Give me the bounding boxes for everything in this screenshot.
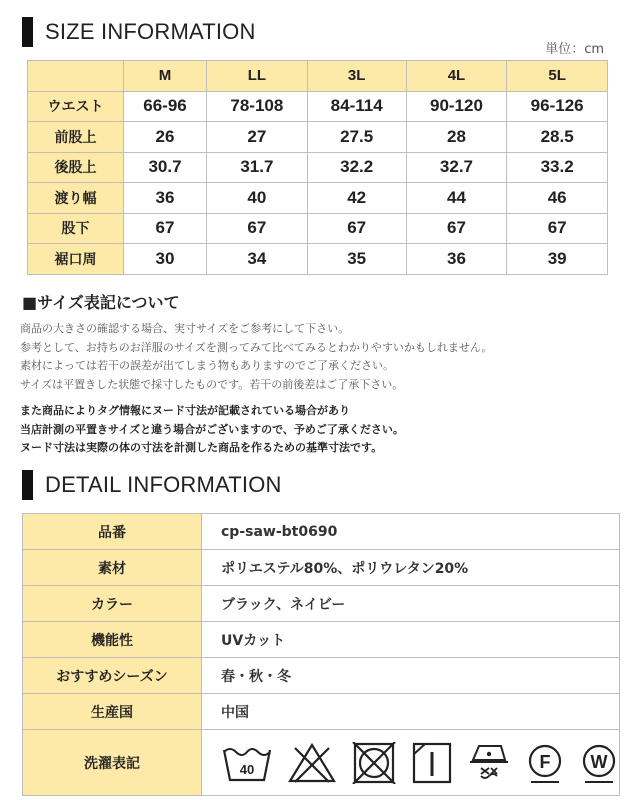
detail-row-material [23,550,620,586]
dry-clean-letter: F [539,751,551,772]
note-bold-line: 当店計測の平置きサイズと違う場合がございますので、予めご了承ください。 [20,422,404,436]
size-row-label: 渡り幅 [28,183,124,214]
detail-value: 春・秋・冬 [202,658,620,694]
wash-icons [221,740,619,786]
size-cell: 67 [307,213,406,244]
size-cell: 36 [124,183,207,214]
wash-temp-text: 40 [239,761,255,777]
size-row-back-rise [28,152,608,183]
size-cell: 32.2 [307,152,406,183]
no-bleach-icon [287,742,337,784]
size-cell: 46 [507,183,608,214]
size-notes-heading: ■サイズ表記について [22,293,180,312]
size-notes-bold [20,402,404,458]
size-row-hem [28,244,608,275]
dry-clean-f-icon [525,742,565,784]
size-cell: 33.2 [507,152,608,183]
size-cell: 34 [207,244,308,275]
note-line: 素材によっては若干の誤差が出てしまう物もありますのでご了承ください。 [20,359,394,372]
wash-40-icon [221,742,273,784]
size-column-header: 4L [406,61,507,92]
note-line: 商品の大きさの確認する場合、実寸サイズをご参考にして下さい。 [20,322,350,335]
size-row-waist [28,91,608,122]
size-title-text: SIZE INFORMATION [45,19,256,44]
line-dry-icon [411,742,453,784]
size-row-inseam [28,213,608,244]
detail-value: 中国 [202,694,620,730]
size-cell: 27 [207,122,308,153]
size-cell: 39 [507,244,608,275]
detail-label: 品番 [23,514,202,550]
size-cell: 28 [406,122,507,153]
note-bold-line: また商品によりタグ情報にヌード寸法が記載されている場合があり [20,404,350,417]
size-cell: 96-126 [507,91,608,122]
detail-value: UVカット [202,622,620,658]
detail-row-color [23,586,620,622]
size-cell: 66-96 [124,91,207,122]
detail-table [22,513,620,796]
detail-label: カラー [23,586,202,622]
size-row-thigh [28,183,608,214]
size-cell: 32.7 [406,152,507,183]
size-row-label: 前股上 [28,122,124,153]
size-section-title [22,17,256,47]
size-cell: 31.7 [207,152,308,183]
detail-row-function [23,622,620,658]
size-table [27,60,608,275]
iron-low-no-steam-icon [467,740,511,786]
size-cell: 84-114 [307,91,406,122]
size-cell: 90-120 [406,91,507,122]
size-cell: 30 [124,244,207,275]
detail-label: 素材 [23,550,202,586]
detail-row-wash [23,730,620,796]
detail-label: 機能性 [23,622,202,658]
size-cell: 67 [124,213,207,244]
unit-label: 単位：cm [545,42,604,57]
size-cell: 26 [124,122,207,153]
size-cell: 28.5 [507,122,608,153]
size-cell: 78-108 [207,91,308,122]
wet-clean-w-icon [579,742,619,784]
detail-label: 生産国 [23,694,202,730]
size-notes [20,320,493,394]
size-column-header: 3L [307,61,406,92]
size-cell: 30.7 [124,152,207,183]
size-cell: 42 [307,183,406,214]
detail-row-origin [23,694,620,730]
size-cell: 67 [207,213,308,244]
size-cell: 44 [406,183,507,214]
detail-row-product-code [23,514,620,550]
wash-icons-cell [202,730,620,796]
detail-title-text: DETAIL INFORMATION [45,472,282,497]
detail-value: ポリエステル80%、ポリウレタン20% [202,550,620,586]
size-row-label: 後股上 [28,152,124,183]
size-row-label: ウエスト [28,91,124,122]
size-row-label: 股下 [28,213,124,244]
note-line: サイズは平置きした状態で採寸したものです。若干の前後差はご了承下さい。 [20,377,404,391]
size-header-row [28,61,608,92]
title-bar-decoration [22,470,33,500]
size-cell: 35 [307,244,406,275]
size-header-corner [28,61,124,92]
detail-label: おすすめシーズン [23,658,202,694]
size-row-label: 裾口周 [28,244,124,275]
detail-label: 洗濯表記 [23,730,202,796]
note-bold-line: ヌード寸法は実際の体の寸法を計測した商品を作るための基準寸法です。 [20,441,383,454]
detail-value: cp-saw-bt0690 [202,514,620,550]
detail-row-season [23,658,620,694]
size-column-header: M [124,61,207,92]
size-cell: 36 [406,244,507,275]
size-row-front-rise [28,122,608,153]
detail-section-title [22,470,282,500]
title-bar-decoration [22,17,33,47]
size-column-header: 5L [507,61,608,92]
wet-clean-letter: W [590,751,608,772]
size-cell: 67 [406,213,507,244]
size-cell: 40 [207,183,308,214]
no-tumble-dry-icon [351,742,397,784]
size-cell: 27.5 [307,122,406,153]
size-column-header: LL [207,61,308,92]
detail-value: ブラック、ネイビー [202,586,620,622]
size-cell: 67 [507,213,608,244]
note-line: 参考として、お持ちのお洋服のサイズを測ってみて比べてみるとわかりやすいかもしれません。 [20,340,493,354]
